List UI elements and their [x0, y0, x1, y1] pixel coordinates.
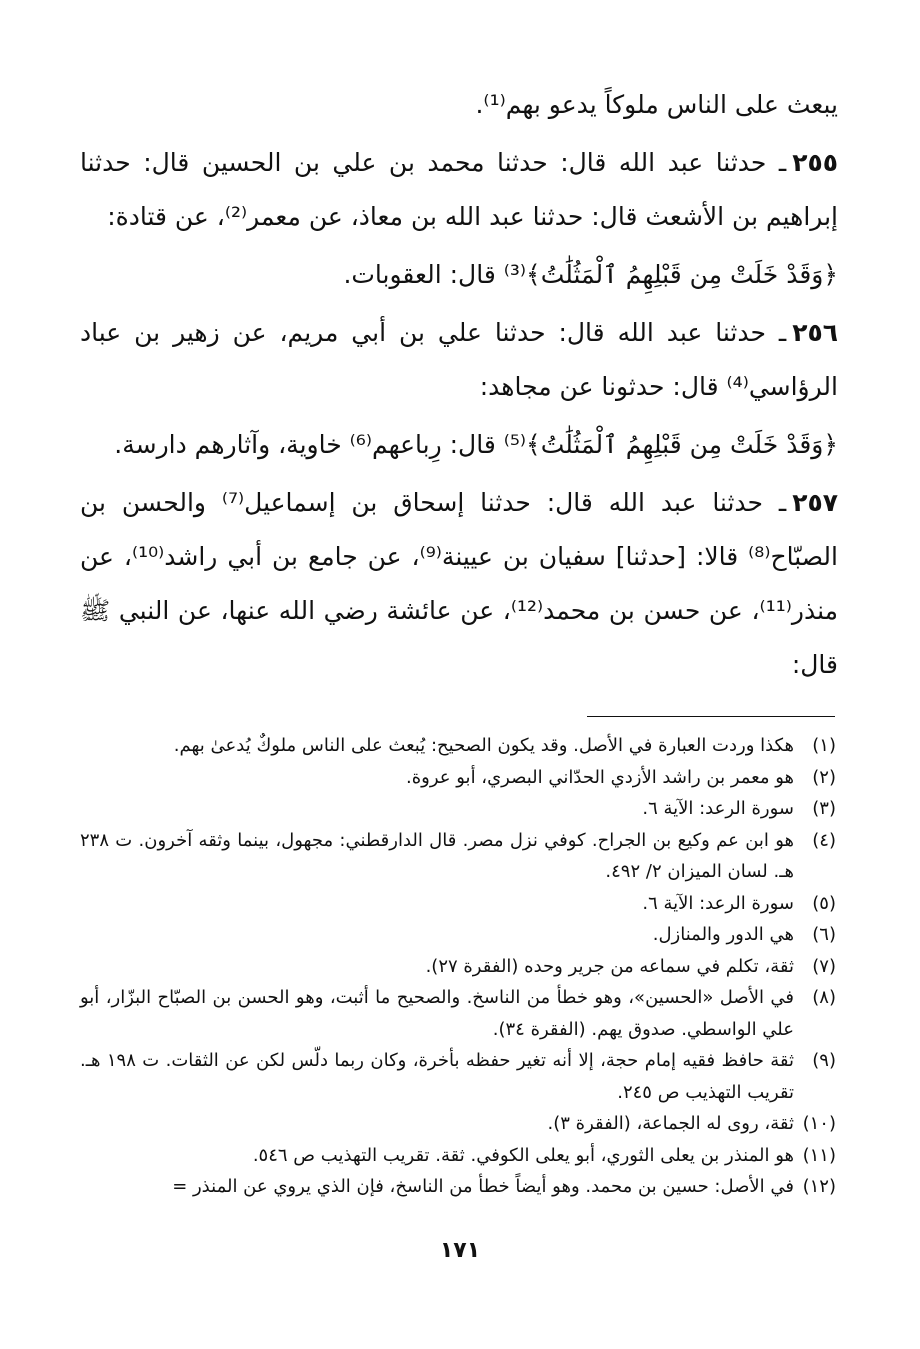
footnote-number: (٦)	[812, 924, 836, 945]
paragraph-256	[80, 306, 838, 414]
footnote	[80, 793, 836, 825]
footnote-number: (٣)	[812, 798, 836, 819]
footnote-text: هو ابن عم وكيع بن الجراح. كوفي نزل مصر. قال الدارقطني: مجهول، بينما وثقه آخرون. ت ٢٣٨ هـ. لسان الميزان ٢/ ٤٩٢.	[80, 829, 794, 882]
footnote-text: سورة الرعد: الآية ٦.	[642, 892, 794, 914]
quran-verse-256: ﴿وَقَدْ خَلَتْ مِن قَبْلِهِمُ ٱلْمَثُلَٰتُ﴾⁽⁵⁾ قال: رِباعهم⁽⁶⁾ خاوية، وآثارهم دارسة.	[114, 430, 838, 459]
paragraph-257	[80, 476, 838, 692]
footnote-text: هي الدور والمنازل.	[652, 924, 794, 945]
paragraph-number: ٢٥٥	[792, 148, 838, 177]
footnote	[80, 1171, 836, 1203]
footnote-text: في الأصل: حسين بن محمد. وهو أيضاً خطأ من الناسخ، فإن الذي يروي عن المنذر =	[172, 1176, 794, 1197]
footnotes	[80, 730, 836, 1203]
footnote	[80, 762, 836, 794]
paragraph-number: ٢٥٦	[792, 318, 838, 347]
footnote-text: هو معمر بن راشد الأزدي الحدّاني البصري، أبو عروة.	[406, 766, 794, 788]
footnote-text: ثقة، تكلم في سماعه من جرير وحده (الفقرة ٢٧).	[425, 955, 794, 977]
footnote-text: ثقة حافظ فقيه إمام حجة، إلا أنه تغير حفظه بأخرة، وكان ربما دلّس لكن عن الثقات. ت ١٩٨ هـ. تقريب التهذيب ص ٢٤٥.	[80, 1050, 794, 1103]
footnote-number: (٤)	[812, 829, 836, 851]
main-text	[80, 78, 838, 696]
footnote	[80, 1140, 836, 1172]
footnote-number: (٨)	[812, 987, 836, 1008]
page-number: ١٧١	[439, 1238, 481, 1263]
footnote	[80, 1045, 836, 1108]
footnote-number: (١٢)	[802, 1176, 836, 1197]
footnote-text: ثقة، روى له الجماعة، (الفقرة ٣).	[547, 1113, 794, 1134]
footnote	[80, 825, 836, 888]
footnote	[80, 730, 836, 762]
footnote-number: (١)	[812, 735, 836, 756]
footnote-number: (١١)	[802, 1144, 836, 1166]
paragraph-255	[80, 136, 838, 244]
paragraph-number: ٢٥٧	[792, 488, 838, 517]
footnote	[80, 951, 836, 983]
paragraph-text: ـ حدثنا عبد الله قال: حدثنا علي بن أبي مريم، عن زهير بن عباد الرؤاسي⁽⁴⁾ قال: حدثونا عن مجاهد:	[80, 318, 838, 401]
footnote	[80, 919, 836, 951]
paragraph-text: ـ حدثنا عبد الله قال: حدثنا محمد بن علي بن الحسين قال: حدثنا إبراهيم بن الأشعث قال: حدثنا عبد الله بن معاذ، عن معمر⁽²⁾، عن قتادة:	[80, 148, 838, 231]
footnote-number: (٩)	[812, 1050, 836, 1071]
footnote	[80, 1108, 836, 1140]
footnote-text: سورة الرعد: الآية ٦.	[642, 798, 794, 819]
footnote-number: (١٠)	[802, 1113, 836, 1134]
footnote-number: (٧)	[812, 955, 836, 977]
footnote-number: (٥)	[812, 892, 836, 914]
paragraph-text: ـ حدثنا عبد الله قال: حدثنا إسحاق بن إسماعيل⁽⁷⁾ والحسن بن الصبّاح⁽⁸⁾ قالا: [حدثنا] سفيان بن عيينة⁽⁹⁾، عن جامع بن أبي راشد⁽¹⁰⁾، عن منذر⁽¹¹⁾، عن حسن بن محمد⁽¹²⁾، عن عائشة رضي الله عنها، عن النبي ﷺ قال:	[80, 488, 839, 679]
footnote	[80, 888, 836, 920]
quran-verse-255: ﴿وَقَدْ خَلَتْ مِن قَبْلِهِمُ ٱلْمَثُلَٰتُ﴾⁽³⁾ قال: العقوبات.	[343, 260, 838, 289]
footnote-separator	[587, 716, 835, 717]
intro-line: يبعث على الناس ملوكاً يدعو بهم⁽¹⁾.	[475, 90, 838, 119]
footnote-text: في الأصل «الحسين»، وهو خطأ من الناسخ. والصحيح ما أثبت، وهو الحسن بن الصبّاح البزّار، أبو علي الواسطي. صدوق يهم. (الفقرة ٣٤).	[80, 987, 794, 1040]
footnote-text: هو المنذر بن يعلى الثوري، أبو يعلى الكوفي. ثقة. تقريب التهذيب ص ٥٤٦.	[252, 1144, 794, 1166]
footnote	[80, 982, 836, 1045]
footnote-number: (٢)	[812, 766, 836, 788]
footnote-text: هكذا وردت العبارة في الأصل. وقد يكون الصحيح: يُبعث على الناس ملوكٌ يُدعىٰ بهم.	[173, 735, 794, 756]
